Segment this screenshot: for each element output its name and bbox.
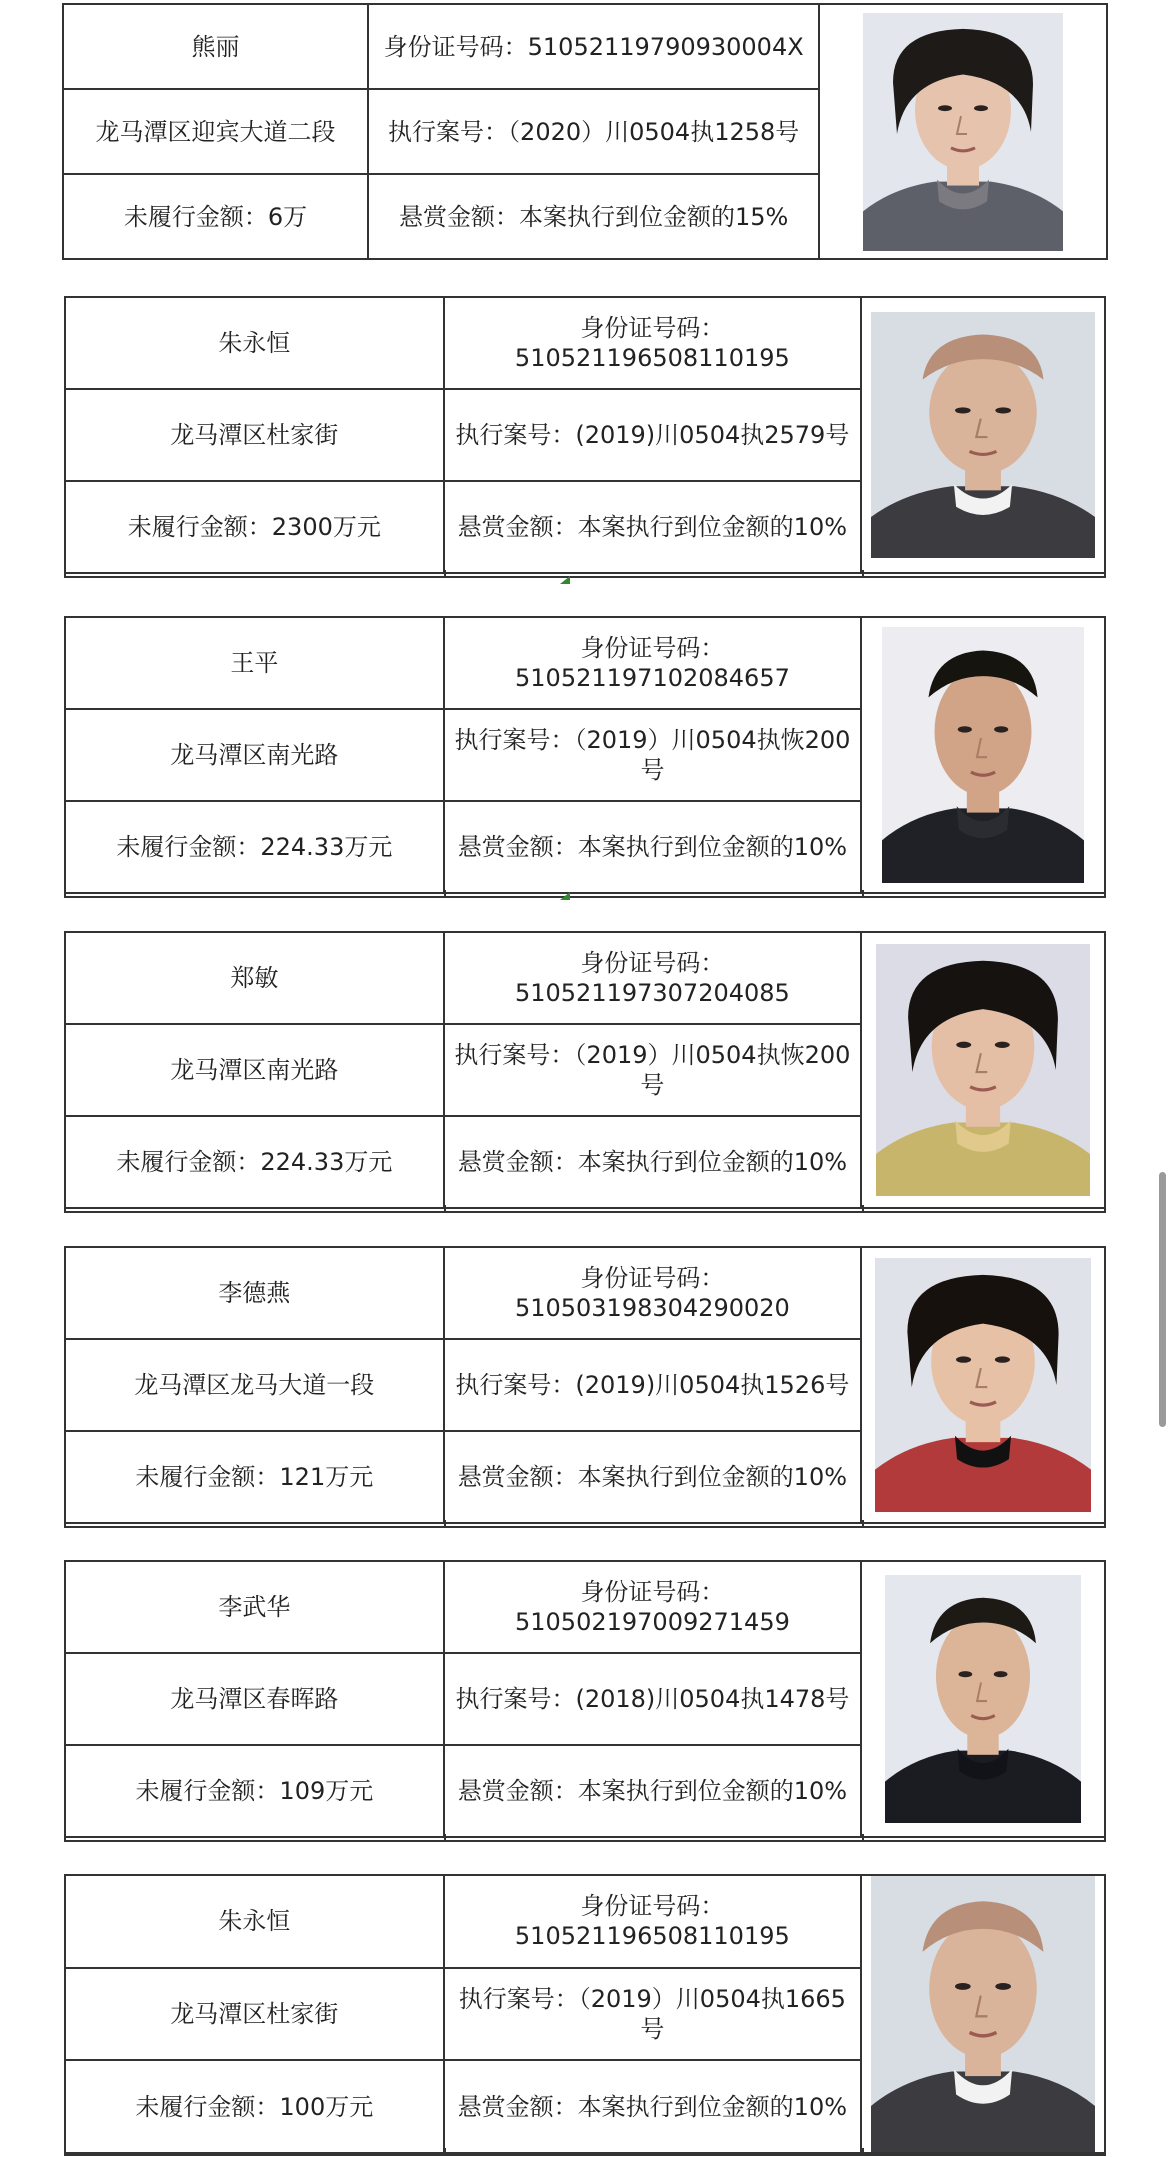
record-card	[64, 296, 1106, 574]
record-unpaid-amount: 未履行金额：121万元	[65, 1431, 444, 1523]
divider-tick	[444, 1205, 446, 1213]
divider-line	[64, 896, 1106, 898]
male-portrait-photo	[871, 312, 1095, 558]
photo-cell	[861, 617, 1105, 893]
record-unpaid-amount: 未履行金额：2300万元	[65, 481, 444, 573]
record-reward: 悬赏金额：本案执行到位金额的10%	[444, 1745, 861, 1837]
divider-tick	[862, 570, 864, 578]
record-name: 李武华	[65, 1561, 444, 1653]
photo-cell	[819, 4, 1107, 259]
photo-cell	[861, 297, 1105, 573]
record-address: 龙马潭区南光路	[65, 709, 444, 801]
record-case-number: 执行案号：（2020）川0504执1258号	[368, 89, 819, 174]
divider-tick	[1104, 1834, 1106, 1842]
divider-tick	[444, 890, 446, 898]
record-name: 王平	[65, 617, 444, 709]
divider-tick	[444, 2148, 446, 2156]
record-unpaid-amount: 未履行金额：100万元	[65, 2060, 444, 2153]
record-unpaid-amount: 未履行金额：224.33万元	[65, 801, 444, 893]
record-id-number: 身份证号码：510503198304290020	[444, 1247, 861, 1339]
record-case-number: 执行案号：(2018)川0504执1478号	[444, 1653, 861, 1745]
divider-tick	[862, 890, 864, 898]
divider-tick	[1104, 890, 1106, 898]
record-id-number: 身份证号码：51052119790930004X	[368, 4, 819, 89]
record-reward: 悬赏金额：本案执行到位金额的10%	[444, 801, 861, 893]
record-address: 龙马潭区杜家街	[65, 389, 444, 481]
record-reward: 悬赏金额：本案执行到位金额的10%	[444, 2060, 861, 2153]
photo-cell	[861, 932, 1105, 1208]
record-name: 郑敏	[65, 932, 444, 1024]
record-card	[64, 1560, 1106, 1838]
divider-line	[64, 576, 1106, 578]
divider-tick	[1104, 1205, 1106, 1213]
divider-tick	[64, 890, 66, 898]
divider-tick	[862, 1520, 864, 1528]
divider-tick	[444, 570, 446, 578]
photo-cell	[861, 1875, 1105, 2153]
record-reward: 悬赏金额：本案执行到位金额的15%	[368, 174, 819, 259]
record-address: 龙马潭区杜家街	[65, 1968, 444, 2061]
photo-cell	[861, 1561, 1105, 1837]
record-id-number: 身份证号码：510521196508110195	[444, 297, 861, 389]
record-card	[64, 931, 1106, 1209]
record-address: 龙马潭区迎宾大道二段	[63, 89, 368, 174]
record-card	[62, 3, 1108, 260]
divider-tick	[862, 2148, 864, 2156]
divider-tick	[862, 1205, 864, 1213]
photo-cell	[861, 1247, 1105, 1523]
record-reward: 悬赏金额：本案执行到位金额的10%	[444, 1116, 861, 1208]
record-address: 龙马潭区春晖路	[65, 1653, 444, 1745]
male-portrait-photo	[885, 1575, 1081, 1823]
divider-line	[64, 1211, 1106, 1213]
record-name: 朱永恒	[65, 297, 444, 389]
divider-tick	[444, 1834, 446, 1842]
record-card	[64, 1246, 1106, 1524]
divider-tick	[862, 1834, 864, 1842]
divider-tick	[1104, 570, 1106, 578]
record-address: 龙马潭区龙马大道一段	[65, 1339, 444, 1431]
male-portrait-photo	[882, 627, 1084, 883]
divider-tick	[1104, 2148, 1106, 2156]
record-reward: 悬赏金额：本案执行到位金额的10%	[444, 1431, 861, 1523]
record-card	[64, 1874, 1106, 2154]
divider-line	[64, 2154, 1106, 2156]
divider-tick	[64, 1834, 66, 1842]
record-case-number: 执行案号：（2019）川0504执恢200号	[444, 709, 861, 801]
record-id-number: 身份证号码：510502197009271459	[444, 1561, 861, 1653]
record-card	[64, 616, 1106, 894]
divider-tick	[64, 1520, 66, 1528]
record-case-number: 执行案号：(2019)川0504执1526号	[444, 1339, 861, 1431]
record-name: 熊丽	[63, 4, 368, 89]
record-unpaid-amount: 未履行金额：6万	[63, 174, 368, 259]
record-unpaid-amount: 未履行金额：109万元	[65, 1745, 444, 1837]
female-portrait-photo	[863, 13, 1063, 251]
divider-line	[64, 1840, 1106, 1842]
record-id-number: 身份证号码：510521197307204085	[444, 932, 861, 1024]
scrollbar[interactable]	[1159, 1172, 1166, 1427]
male-portrait-photo	[871, 1876, 1095, 2152]
record-case-number: 执行案号：（2019）川0504执1665号	[444, 1968, 861, 2061]
divider-tick	[64, 2148, 66, 2156]
record-name: 李德燕	[65, 1247, 444, 1339]
record-id-number: 身份证号码：510521197102084657	[444, 617, 861, 709]
record-address: 龙马潭区南光路	[65, 1024, 444, 1116]
record-name: 朱永恒	[65, 1875, 444, 1968]
divider-tick	[444, 1520, 446, 1528]
female-portrait-photo	[876, 944, 1090, 1196]
record-id-number: 身份证号码：510521196508110195	[444, 1875, 861, 1968]
divider-tick	[1104, 1520, 1106, 1528]
record-case-number: 执行案号：（2019）川0504执恢200号	[444, 1024, 861, 1116]
record-case-number: 执行案号：(2019)川0504执2579号	[444, 389, 861, 481]
divider-line	[64, 1526, 1106, 1528]
female-portrait-photo	[875, 1258, 1091, 1512]
divider-tick	[64, 1205, 66, 1213]
record-unpaid-amount: 未履行金额：224.33万元	[65, 1116, 444, 1208]
record-reward: 悬赏金额：本案执行到位金额的10%	[444, 481, 861, 573]
divider-tick	[64, 570, 66, 578]
